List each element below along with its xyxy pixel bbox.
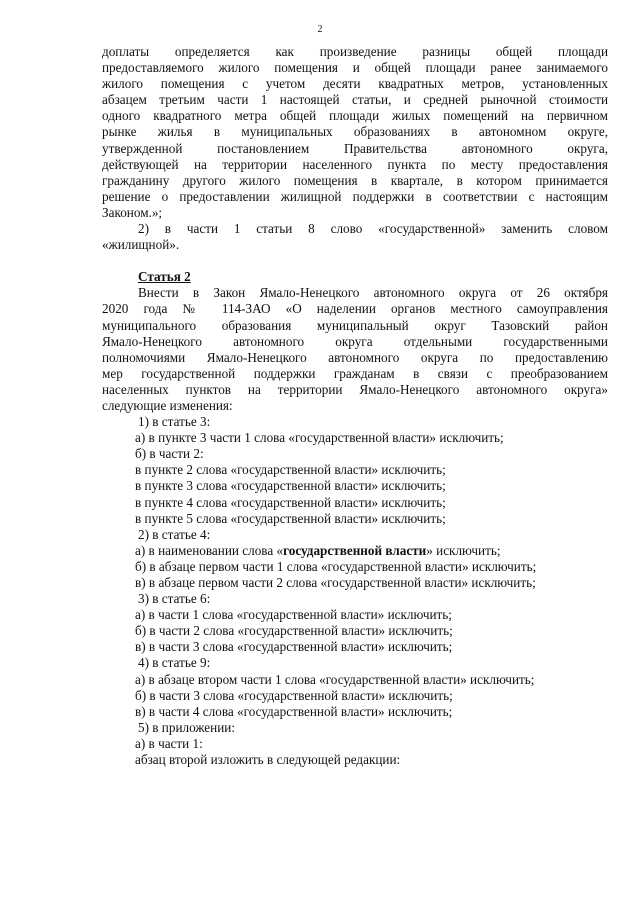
text-line: действующей на территории населенного пункта по месту предоставления: [102, 156, 608, 172]
text-line: Ямало-Ненецкого автономного округа отдельными государственными: [102, 333, 608, 349]
amendment-list: [102, 414, 608, 768]
document-body: [102, 44, 608, 768]
list-item: в пункте 5 слова «государственной власти» исключить;: [135, 510, 446, 526]
text-line: Законом.»;: [102, 204, 163, 220]
text-line: абзацем третьим части 1 настоящей статьи, и средней рыночной стоимости: [102, 92, 608, 108]
item-2-paragraph: [102, 221, 608, 253]
text-line: гражданину другого жилого помещения в квартале, в котором принимается: [102, 172, 608, 188]
list-item: б) в абзаце первом части 1 слова «государственной власти» исключить;: [135, 558, 537, 574]
article-intro: [102, 285, 608, 414]
list-item: в пункте 3 слова «государственной власти» исключить;: [135, 478, 446, 494]
list-item: в) в части 4 слова «государственной власти» исключить;: [135, 703, 453, 719]
list-item: в) в части 3 слова «государственной власти» исключить;: [135, 639, 453, 655]
list-item: [102, 543, 608, 559]
list-item: б) в части 2 слова «государственной власти» исключить;: [135, 623, 453, 639]
page-number: 2: [317, 24, 323, 35]
list-item: 3) в статье 6:: [138, 591, 211, 607]
text-line: следующие изменения:: [102, 397, 233, 413]
list-item: 5) в приложении:: [138, 719, 235, 735]
text-line: одного квадратного метра общей площади жилых помещений на первичном: [102, 108, 608, 124]
list-item: 1) в статье 3:: [138, 414, 211, 430]
text-line: решение о предоставлении жилищной поддержки в соответствии с настоящим: [102, 188, 608, 204]
text-line: доплаты определяется как произведение разницы общей площади: [102, 44, 608, 59]
text-line: предоставляемого жилого помещения и общей площади ранее занимаемого: [102, 60, 608, 76]
list-item: а) в части 1:: [135, 735, 203, 751]
list-item: б) в части 2:: [135, 446, 204, 462]
text-line: 2020 года № 114-ЗАО «О наделении органов местного самоуправления: [102, 301, 608, 317]
text-line: муниципального образования муниципальный округ Тазовский район: [102, 317, 608, 333]
text-line: «жилищной».: [102, 237, 180, 253]
text-line: 2) в части 1 статьи 8 слово «государственной» заменить словом: [138, 221, 608, 237]
text-line: Внести в Закон Ямало-Ненецкого автономного округа от 26 октября: [138, 285, 608, 301]
list-item: а) в абзаце втором части 1 слова «государственной власти» исключить;: [135, 671, 535, 687]
text-line: рынке жилья в муниципальных образованиях в автономном округе,: [102, 124, 608, 140]
list-item: 2) в статье 4:: [138, 526, 211, 542]
text-line: населенных пунктов на территории Ямало-Ненецкого автономного округа»: [102, 381, 608, 397]
list-item: а) в пункте 3 части 1 слова «государственной власти» исключить;: [135, 430, 504, 446]
article-heading: Статья 2: [138, 269, 191, 285]
bold-phrase: государственной власти: [283, 542, 427, 558]
text-line: полномочиями Ямало-Ненецкого автономного округа по предоставлению: [102, 349, 608, 365]
continuation-paragraph: [102, 44, 608, 221]
text-line: утвержденной постановлением Правительства автономного округа,: [102, 140, 608, 156]
list-item: в) в абзаце первом части 2 слова «государственной власти» исключить;: [135, 575, 536, 590]
list-item-text: » исключить;: [426, 542, 501, 558]
list-item: б) в части 3 слова «государственной власти» исключить;: [135, 687, 453, 703]
text-line: жилого помещения с учетом десяти квадратных метров, установленных: [102, 76, 608, 92]
list-item: в пункте 4 слова «государственной власти» исключить;: [135, 494, 446, 510]
list-item: абзац второй изложить в следующей редакции:: [135, 752, 401, 768]
list-item: а) в части 1 слова «государственной власти» исключить;: [135, 607, 452, 623]
list-item: в пункте 2 слова «государственной власти» исключить;: [135, 462, 446, 478]
list-item: 4) в статье 9:: [138, 655, 211, 671]
list-item-text: а) в наименовании слова «: [135, 542, 284, 558]
text-line: мер государственной поддержки гражданам в связи с преобразованием: [102, 365, 608, 381]
paragraph-spacer: [102, 253, 608, 269]
